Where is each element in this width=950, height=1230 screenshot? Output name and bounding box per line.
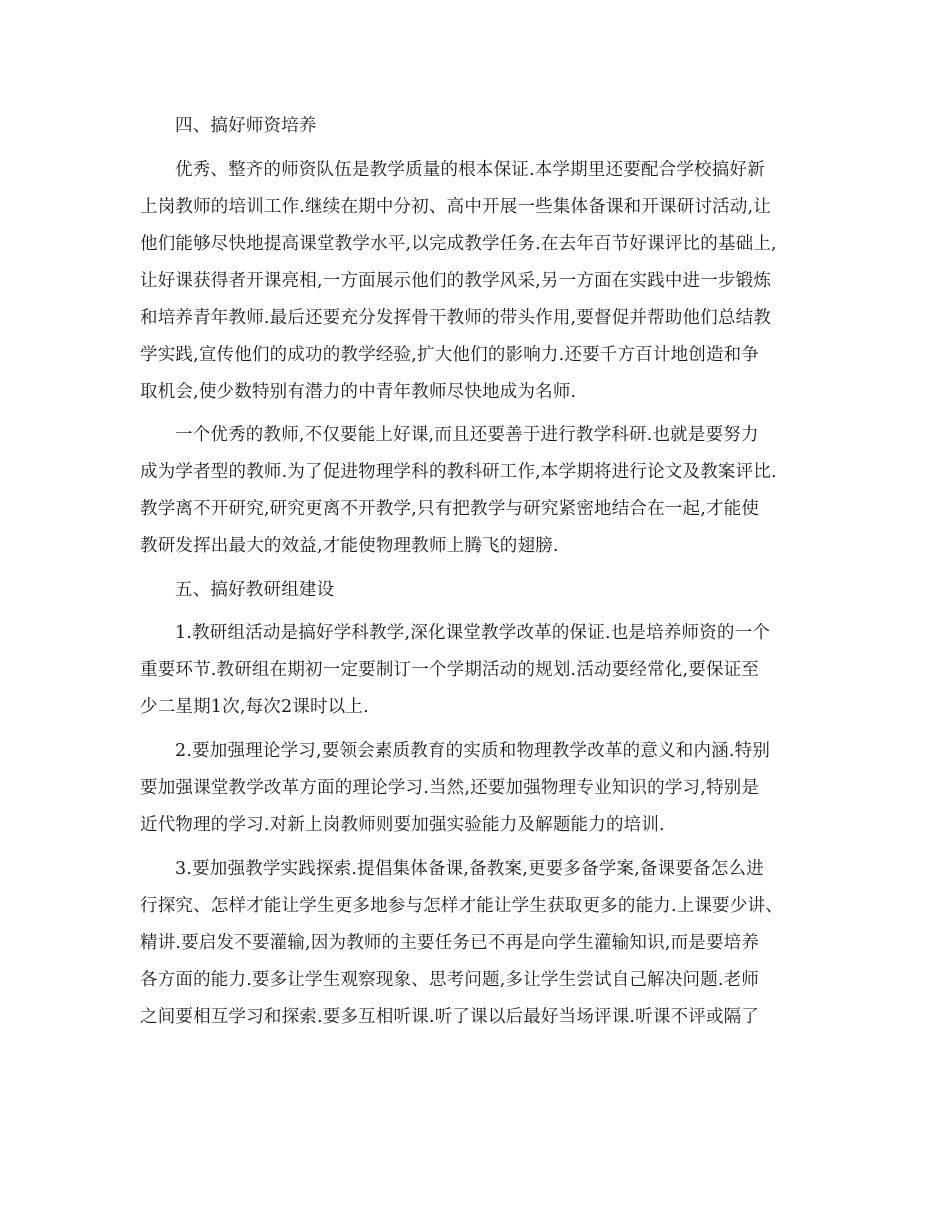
text-line: 2.要加强理论学习,要领会素质教育的实质和物理教学改革的意义和内涵.特别 [175,741,771,761]
text-line: 教研发挥出最大的效益,才能使物理教师上腾飞的翅膀. [140,536,559,556]
text-line: 1.教研组活动是搞好学科教学,深化课堂教学改革的保证.也是培养师资的一个 [175,623,771,643]
text-line: 优秀、整齐的师资队伍是教学质量的根本保证.本学期里还要配合学校搞好新 [175,160,765,180]
text-line: 取机会,使少数特别有潜力的中青年教师尽快地成为名师. [140,382,577,402]
text-line: 他们能够尽快地提高课堂教学水平,以完成教学任务.在去年百节好课评比的基础上, [140,234,777,254]
text-line: 各方面的能力.要多让学生观察现象、思考问题,多让学生尝试自己解决问题.老师 [140,970,760,990]
text-line: 精讲.要启发不要灌输,因为教师的主要任务已不再是向学生灌输知识,而是要培养 [140,933,760,953]
section-heading: 五、搞好教研组建设 [175,580,335,600]
text-line: 教学离不开研究,研究更离不开教学,只有把教学与研究紧密地结合在一起,才能使 [140,499,760,519]
text-line: 成为学者型的教师.为了促进物理学科的教科研工作,本学期将进行论文及教案评比. [140,462,777,482]
text-line: 和培养青年教师.最后还要充分发挥骨干教师的带头作用,要督促并帮助他们总结教 [140,308,772,328]
text-line: 让好课获得者开课亮相,一方面展示他们的教学风采,另一方面在实践中进一步锻炼 [140,271,772,291]
text-line: 之间要相互学习和探索.要多互相听课.听了课以后最好当场评课.听课不评或隔了 [140,1007,760,1027]
text-line: 近代物理的学习.对新上岗教师则要加强实验能力及解题能力的培训. [140,815,665,835]
text-line: 3.要加强教学实践探索.提倡集体备课,备教案,更要多备学案,备课要备怎么进 [175,859,764,879]
text-line: 要加强课堂教学改革方面的理论学习.当然,还要加强物理专业知识的学习,特别是 [140,778,760,798]
text-line: 上岗教师的培训工作.继续在期中分初、高中开展一些集体备课和开课研讨活动,让 [140,197,772,217]
section-heading: 四、搞好师资培养 [175,116,317,136]
text-line: 学实践,宣传他们的成功的教学经验,扩大他们的影响力.还要千方百计地创造和争 [140,345,760,365]
text-line: 行探究、怎样才能让学生更多地参与怎样才能让学生获取更多的能力.上课要少讲、 [140,896,783,916]
text-line: 一个优秀的教师,不仅要能上好课,而且还要善于进行教学科研.也就是要努力 [175,425,759,445]
text-line: 重要环节.教研组在期初一定要制订一个学期活动的规划.活动要经常化,要保证至 [140,660,760,680]
text-line: 少二星期1次,每次2课时以上. [140,697,369,717]
